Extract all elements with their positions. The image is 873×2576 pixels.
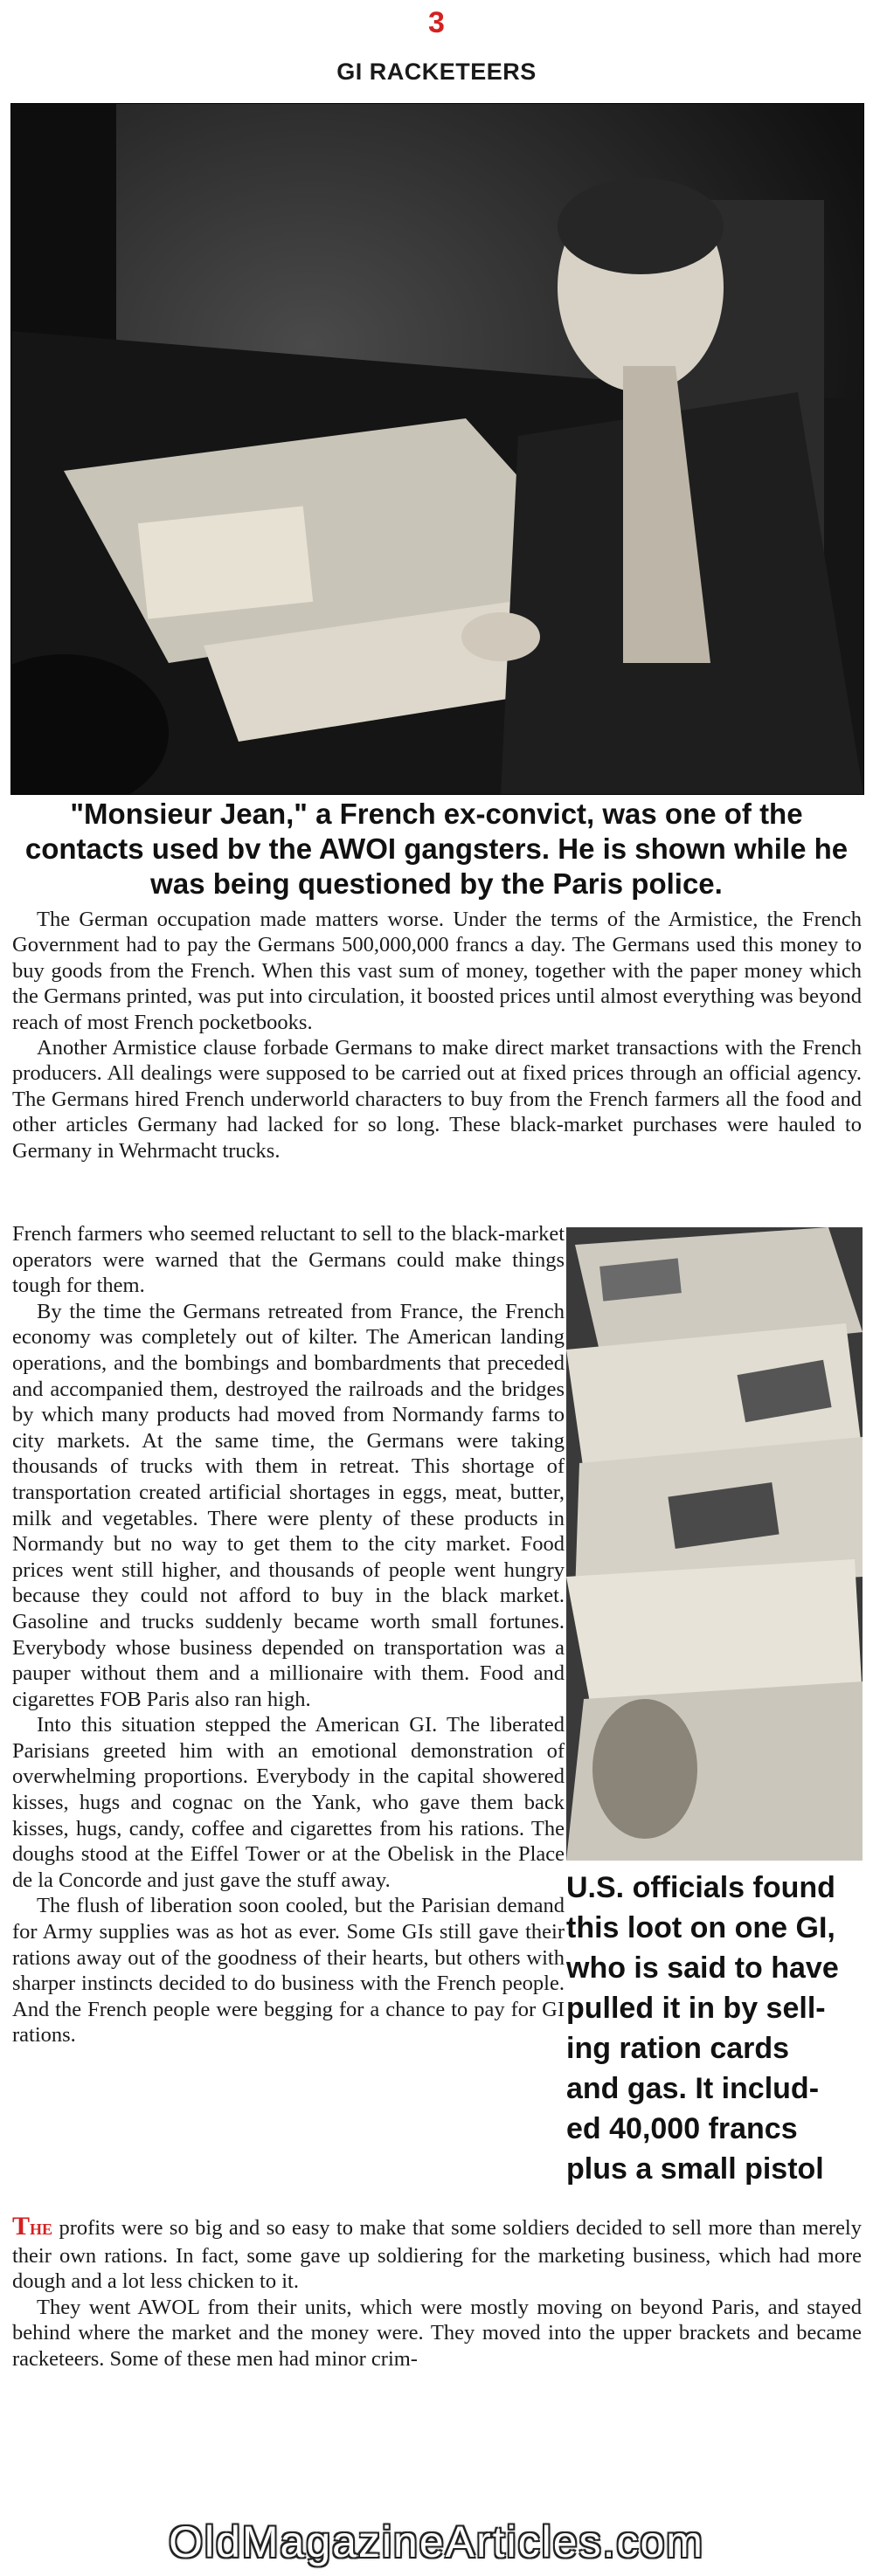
page-number: 3: [428, 6, 445, 39]
caption-line: and gas. It includ-: [566, 2072, 820, 2105]
caption-line: pulled it in by sell-: [566, 1992, 826, 2025]
caption-line: who is said to have: [566, 1951, 839, 1985]
paragraph: French farmers who seemed reluctant to sell to the black-market operators were warned that the Germans could make things tough for them.: [12, 1222, 565, 1298]
article-text-column: [12, 1221, 565, 2048]
photo-caption-top: "Monsieur Jean," a French ex-convict, was one of the contacts used bv the AWOI gangsters. He is shown while he was being questioned by the Paris police.: [24, 798, 849, 900]
paragraph: Into this situation stepped the American GI. The liberated Parisians greeted him with an emotional demonstration of overwhelming proportions. Everybody in the capital showered kisses, hugs and cognac on the Yank, who gave them back kisses, hugs, candy, coffee and cigarettes from his rations. The doughs stood at the Eiffel Tower or at the Obelisk in the Place de la Concorde and just gave the stuff away.: [12, 1713, 565, 1892]
article-header: GI RACKETEERS: [336, 59, 537, 85]
man-at-desk-photo: [10, 103, 864, 795]
paragraph-text: profits were so big and so easy to make that some soldiers decided to sell more than merely their own rations. In fact, some gave up soldiering for the marketing business, which had more dough and a lot less chicken to it.: [12, 2216, 862, 2294]
caption-line: U.S. officials found: [566, 1871, 835, 1904]
paragraph: The flush of liberation soon cooled, but the Parisian demand for Army supplies was as hot as ever. Some GIs still gave their rations away out of the goodness of their hearts, but others with sharper instincts decided to do business with the French people. And the French people were begging for a chance to pay for GI rations.: [12, 1894, 565, 2048]
photo-caption-right: [566, 1868, 868, 2189]
site-watermark: OldMagazineArticles.com: [169, 2517, 704, 2566]
paragraph: They went AWOL from their units, which were mostly moving on beyond Paris, and stayed behind where the market and the money were. They moved into the upper brackets and became racketeers. Some of these men had minor crim-: [12, 2295, 862, 2371]
caption-line: ed 40,000 francs: [566, 2112, 798, 2145]
banknotes-pile-photo: [566, 1227, 863, 1861]
drop-cap-small: HE: [30, 2220, 53, 2238]
caption-line: plus a small pistol: [566, 2152, 824, 2186]
caption-line: this loot on one GI,: [566, 1911, 835, 1944]
paragraph: By the time the Germans retreated from France, the French economy was completely out of kilter. The American landing operations, and the bombings and bombardments that preceded and accompanied them, destroyed the railroads and the bridges by which many products had moved from Normandy farms to city markets. At the same time, the Germans were taking thousands of trucks with them in retreat. This shortage of transportation created artificial shortages in eggs, meat, butter, milk and vegetables. There were plenty of these products in Normandy but no way to get them to the city market. Food prices went still higher, and thousands of people went hungry because they could not afford to buy in the black market. Gasoline and trucks suddenly became worth small fortunes. Everybody whose business depended on transportation was a pauper without them and a millionaire with them. Food and cigarettes FOB Paris also ran high.: [12, 1299, 565, 1711]
article-text-full-width: [12, 907, 862, 1164]
article-text-tail: [12, 2213, 862, 2372]
paragraph: The German occupation made matters worse. Under the terms of the Armistice, the French Government had to pay the Germans 500,000,000 francs a day. The Germans used this money to buy goods from the French. When this vast sum of money, together with the paper money which the Germans printed, was put into circulation, it boosted prices until almost everything was beyond reach of most French pocketbooks.: [12, 908, 862, 1034]
drop-cap: T: [12, 2212, 31, 2241]
paragraph: Another Armistice clause forbade Germans to make direct market transactions with the French producers. All dealings were supposed to be carried out at fixed prices through an official agency. The Germans hired French underworld characters to buy from the French farmers all the food and other articles Germany had lacked for so long. These black-market purchases were hauled to Germany in Wehrmacht trucks.: [12, 1036, 862, 1163]
paragraph: [12, 2213, 862, 2295]
caption-line: ing ration cards: [566, 2032, 790, 2065]
